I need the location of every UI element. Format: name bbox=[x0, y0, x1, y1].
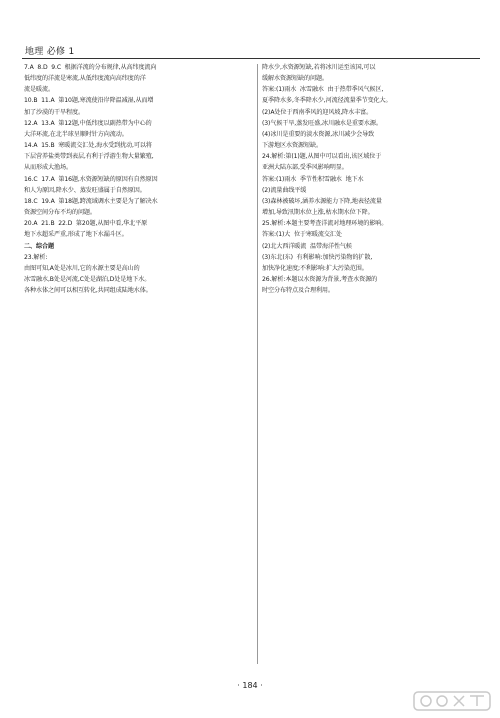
right-column-line: (3)气候干旱,蒸发旺盛,冰川融水是重要水源。 bbox=[262, 119, 382, 127]
left-column-line: 7.A 8.D 9.C 根据洋流的分布规律,从高纬度流向 bbox=[24, 64, 157, 71]
page-header: 地理 必修 1 bbox=[25, 47, 75, 57]
right-column-line: 降水少,水资源短缺,若将冰川运至该国,可以 bbox=[262, 64, 376, 71]
left-column-line: 各种水体之间可以相互转化,共同组成陆地水体。 bbox=[24, 287, 152, 295]
right-column-line: 缓解水资源短缺的问题。 bbox=[262, 75, 328, 83]
left-column-line: 冰雪融水,B处是河流,C处是湖泊,D处是地下水。 bbox=[24, 275, 151, 283]
left-column-line: 低纬度的洋流是寒流,从低纬度流向高纬度的洋 bbox=[24, 75, 146, 83]
left-column-line: 从而形成大渔场。 bbox=[24, 164, 72, 172]
right-column-line: (3)东北(东) 有利影响:加快污染物的扩散, bbox=[262, 253, 373, 261]
right-column-line: 亚洲大陆东部,受季风影响明显。 bbox=[262, 164, 348, 172]
left-column-line: 加了沙漠的干旱程度。 bbox=[24, 108, 84, 116]
right-column-line: (2)A处位于西南季风的迎风坡,降水丰富。 bbox=[262, 108, 373, 116]
column-divider bbox=[257, 64, 258, 664]
right-column-line: 夏季降水多,冬季降水少,河流径流量季节变化大。 bbox=[262, 97, 392, 105]
left-column-line: 14.A 15.B 寒暖流交汇处,海水受到扰动,可以将 bbox=[24, 142, 152, 150]
right-column-line: 加快净化速度;不利影响:扩大污染范围。 bbox=[262, 264, 368, 272]
right-column-line: 增加,导致汛期水位上涨,枯水期水位下降。 bbox=[262, 209, 374, 217]
right-column-line: 时空分布特点及合理利用。 bbox=[262, 287, 334, 295]
left-column-line: 资源空间分布不均的问题。 bbox=[24, 209, 96, 217]
left-column-line: 大洋环流,在北半球呈顺时针方向流动。 bbox=[24, 130, 128, 138]
left-column-line: 由图可知,A处是冰川,它的水源主要是高山的 bbox=[24, 264, 140, 272]
left-column-line: 流是暖流。 bbox=[24, 86, 54, 94]
header-rule bbox=[22, 58, 480, 59]
right-column-line: 答案:(1)大 位于寒暖流交汇处 bbox=[262, 231, 342, 239]
right-column-line: 下游地区水资源短缺。 bbox=[262, 142, 322, 150]
right-column-line: 25.解析:本题主要考查洋流对地理环境的影响。 bbox=[262, 220, 388, 228]
left-column-line: 二、综合题 bbox=[24, 242, 54, 250]
right-column-line: 24.解析:第(1)题,从图中可以看出,该区域位于 bbox=[262, 153, 382, 161]
left-column-line: 地下水超采严重,形成了地下水漏斗区。 bbox=[24, 231, 128, 239]
left-column-line: 和人为原因,降水少、蒸发旺盛属于自然原因。 bbox=[24, 186, 146, 194]
right-column-line: 答案:(1)雨水 季节性积雪融水 地下水 bbox=[262, 175, 364, 183]
left-column-line: 16.C 17.A 第16题,水资源短缺的原因有自然原因 bbox=[24, 175, 158, 183]
left-column-line: 18.C 19.A 第18题,跨流域调水主要是为了解决水 bbox=[24, 197, 158, 205]
right-column-line: (3)森林被破坏,涵养水源能力下降,地表径流量 bbox=[262, 197, 382, 205]
right-column bbox=[262, 62, 482, 674]
left-column-line: 下层营养盐类带到表层,有利于浮游生物大量繁殖, bbox=[24, 153, 154, 161]
left-column bbox=[24, 62, 253, 674]
left-column-line: 20.A 21.B 22.D 第20题,从图中看,华北平原 bbox=[24, 220, 148, 228]
left-column-line: 23.解析: bbox=[24, 253, 48, 261]
right-column-line: (2)北大西洋暖流 温带海洋性气候 bbox=[262, 242, 352, 250]
right-column-line: (2)流量曲线平缓 bbox=[262, 186, 307, 194]
right-column-line: (4)冰川是重要的淡水资源,冰川减少会导致 bbox=[262, 130, 375, 138]
left-column-line: 10.B 11.A 第10题,寒流使沿岸降温减湿,从而增 bbox=[24, 97, 154, 105]
watermark-logo-icon bbox=[412, 688, 492, 714]
page-number: · 184 · bbox=[237, 681, 263, 690]
left-column-line: 12.A 13.A 第12题,中低纬度以副热带为中心的 bbox=[24, 119, 152, 127]
right-column-line: 答案:(1)雨水 冰雪融水 由于热带季风气候区, bbox=[262, 86, 384, 94]
right-column-line: 26.解析:本题以水资源为背景,考查水资源的 bbox=[262, 275, 378, 283]
